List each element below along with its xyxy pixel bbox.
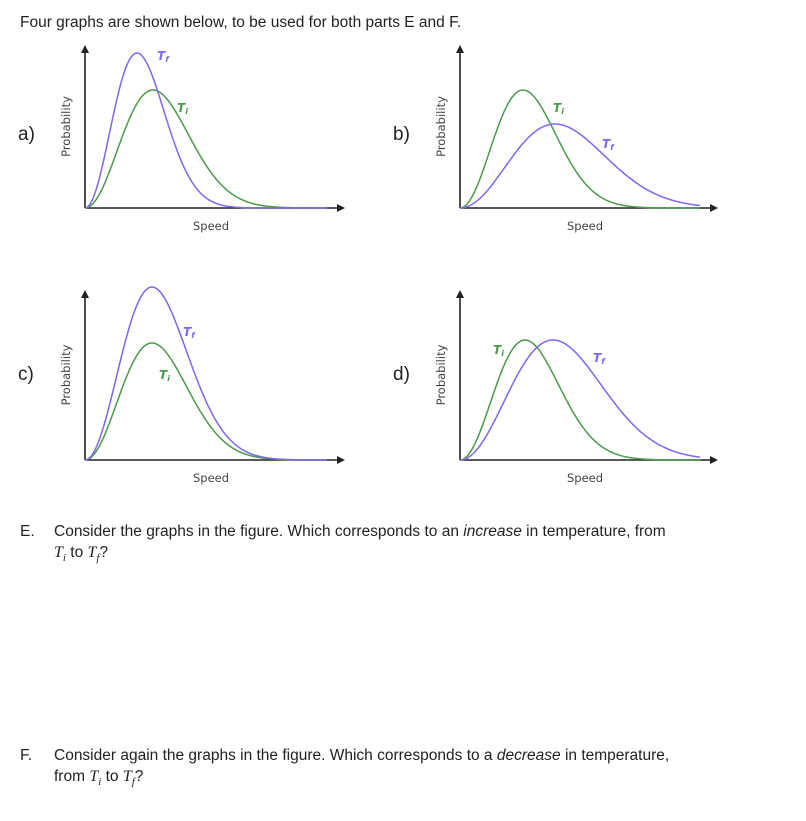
y-axis-arrow-icon [456, 45, 464, 53]
question-e [20, 521, 780, 565]
t-initial-symbol: $T_i$ [54, 544, 66, 565]
question-text-after: in temperature, from [521, 523, 666, 540]
x-axis-arrow-icon [337, 204, 345, 212]
question-text: Consider again the graphs in the figure. Which corresponds to a [54, 747, 497, 764]
graph-b [393, 45, 718, 233]
y-axis-arrow-icon [81, 290, 89, 298]
curve-initial [460, 90, 700, 208]
label-t-initial: Ti [177, 101, 188, 116]
graph-a [18, 45, 345, 233]
t-final-symbol: $T_f$ [87, 544, 100, 565]
to-word: to [65, 544, 88, 561]
label-t-initial: Ti [493, 343, 504, 358]
curve-initial [85, 90, 327, 208]
question-number: F. [20, 747, 33, 764]
x-axis-arrow-icon [710, 204, 718, 212]
label-t-final: Tf [157, 49, 169, 64]
graph-letter: c) [18, 364, 34, 385]
x-axis-arrow-icon [710, 456, 718, 464]
x-axis-label: Speed [566, 471, 604, 485]
graph-letter: a) [18, 124, 35, 145]
graph-c [18, 287, 345, 485]
label-t-initial: Ti [553, 101, 564, 116]
y-axis-arrow-icon [456, 290, 464, 298]
question-text: Consider the graphs in the figure. Which corresponds to an [54, 523, 464, 540]
question-text-after: in temperature, [560, 747, 670, 764]
to-word: to [101, 768, 123, 785]
question-f [20, 745, 780, 789]
question-mark: ? [134, 768, 144, 785]
x-axis-label: Speed [566, 219, 604, 233]
x-axis-label: Speed [192, 219, 230, 233]
t-final-symbol: $T_f$ [122, 768, 135, 789]
graph-letter: d) [393, 364, 410, 385]
y-axis-arrow-icon [81, 45, 89, 53]
question-emphasis: decrease [496, 747, 561, 764]
label-t-final: Tf [183, 325, 195, 340]
label-t-final: Tf [593, 351, 605, 366]
x-axis-arrow-icon [337, 456, 345, 464]
label-t-final: Tf [602, 137, 614, 152]
curve-final [460, 124, 700, 208]
x-axis-label: Speed [192, 471, 230, 485]
curve-final [460, 340, 700, 460]
question-mark: ? [99, 544, 109, 561]
y-axis-label: Probability [59, 344, 73, 406]
t-initial-symbol: $T_i$ [89, 768, 102, 789]
question-text-line2: from [54, 768, 90, 785]
label-t-initial: Ti [159, 368, 170, 383]
y-axis-label: Probability [59, 96, 73, 157]
y-axis-label: Probability [434, 344, 448, 406]
y-axis-label: Probability [434, 96, 448, 157]
graph-letter: b) [393, 124, 410, 145]
intro-text: Four graphs are shown below, to be used for both parts E and F. [20, 14, 462, 31]
curve-final [85, 287, 327, 460]
question-number: E. [20, 523, 35, 540]
curve-final [85, 53, 327, 208]
graph-d [393, 290, 718, 485]
question-emphasis: increase [463, 523, 522, 540]
